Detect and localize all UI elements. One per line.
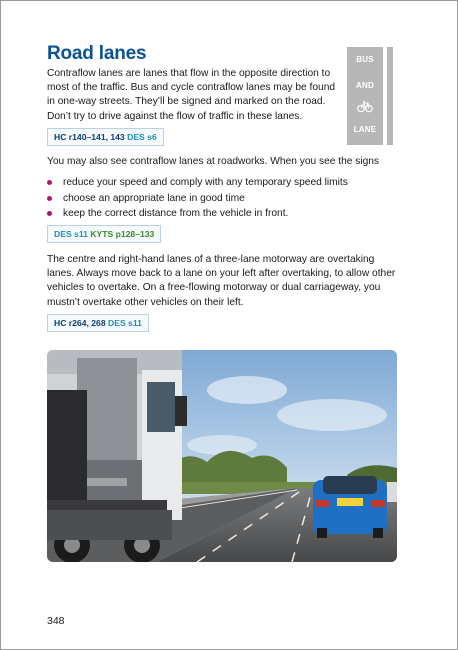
list-item xyxy=(47,191,348,207)
page-title: Road lanes xyxy=(47,43,147,64)
ref-hc: HC r264, 268 xyxy=(54,318,106,328)
bullet-text: keep the correct distance from the vehicle in front. xyxy=(63,208,289,220)
bicycle-icon xyxy=(357,99,373,113)
bus-and-cycle-lane-sign xyxy=(347,47,393,145)
sign-text-lane: LANE xyxy=(353,125,377,134)
sign-text-and: AND xyxy=(356,81,374,90)
ref-kyts: KYTS p128–133 xyxy=(90,229,155,239)
paragraph-contraflow: Contraflow lanes are lanes that flow in the opposite direction to most of the traffic. Bus and cycle contraflow lanes may be found in one-way streets. They’ll be signed and marked on the road. Don’t try to drive against the flow of traffic in these lanes. xyxy=(47,68,336,122)
blue-car xyxy=(313,476,387,538)
bullet-text: choose an appropriate lane in good time xyxy=(63,192,245,204)
motorway-photo xyxy=(47,350,397,562)
bullet-text: reduce your speed and comply with any temporary speed limits xyxy=(63,177,348,188)
ref-des: DES s11 xyxy=(108,318,142,328)
reference-box-3 xyxy=(47,314,149,332)
bullet-dot xyxy=(47,196,52,201)
ref-des: DES s6 xyxy=(127,132,157,142)
ref-des: DES s11 xyxy=(54,229,88,239)
sign-lane-stripe xyxy=(383,47,387,145)
car-transporter-lorry xyxy=(47,350,187,562)
page-number: 348 xyxy=(47,615,65,627)
reference-box-1 xyxy=(47,128,164,146)
list-item xyxy=(47,175,348,191)
sign-text-bus: BUS xyxy=(356,55,374,64)
ref-hc: HC r140–141, 143 xyxy=(54,132,125,142)
list-item xyxy=(47,206,348,222)
bullet-dot xyxy=(47,211,52,216)
bullet-dot xyxy=(47,180,52,185)
paragraph-roadworks: You may also see contraflow lanes at roadworks. When you see the signs xyxy=(47,156,380,167)
reference-box-2 xyxy=(47,225,161,243)
motorway-scene xyxy=(47,350,397,562)
bullet-list xyxy=(47,175,348,222)
paragraph-overtaking: The centre and right-hand lanes of a three-lane motorway are overtaking lanes. Always move back to a lane on your left after overtaking, to allow other vehicles to overtake. On a free-flowing motorway or dual carriageway, you mustn’t overtake other vehicles on their left. xyxy=(47,254,396,308)
